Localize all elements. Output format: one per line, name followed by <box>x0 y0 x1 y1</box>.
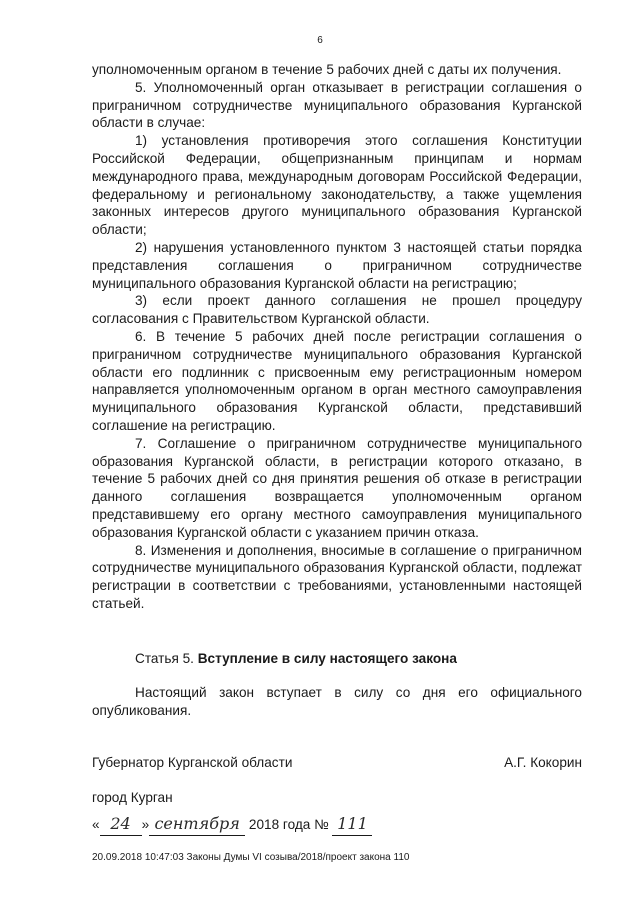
document-body <box>92 61 582 613</box>
signatory-position: Губернатор Курганской области <box>92 755 293 770</box>
handwritten-day: 24 <box>100 813 142 836</box>
final-paragraph: Настоящий закон вступает в силу со дня его официального опубликования. <box>92 685 582 718</box>
handwritten-law-number: 111 <box>332 813 372 836</box>
city-line: город Курган <box>92 790 173 805</box>
article-heading <box>135 650 457 668</box>
signature-block <box>92 754 582 772</box>
paragraph-item-7: 7. Соглашение о приграничном сотрудничестве муниципального образования Курганской области, в регистрации которого отказано, в течение 5 рабочих дней со дня принятия решения об отказе в регистрации данного соглашения возвращается уполномоченным органом представившему его органу местного самоуправления муниципального образования Курганской области с указанием причин отказа. <box>92 435 582 540</box>
document-footer: 20.09.2018 10:47:03 Законы Думы VI созыва/2018/проект закона 110 <box>92 852 410 863</box>
handwritten-month: сентября <box>149 813 245 836</box>
paragraph-item-8: 8. Изменения и дополнения, вносимые в соглашение о приграничном сотрудничестве муниципального образования Курганской области, подлежат регистрации в соответствии с требованиями, установленными настоящей статьей. <box>92 542 582 611</box>
year-text: 2018 года № <box>248 817 329 832</box>
article-number: Статья 5. <box>135 651 194 666</box>
paragraph-item-5: 5. Уполномоченный орган отказывает в регистрации соглашения о приграничном сотрудничестве муниципального образования Курганской области в случае: <box>92 79 582 131</box>
signatory-name: А.Г. Кокорин <box>504 755 582 770</box>
open-quote: « <box>92 817 100 832</box>
page-number: 6 <box>317 35 323 46</box>
date-line <box>92 813 372 836</box>
paragraph-continuation: уполномоченным органом в течение 5 рабочих дней с даты их получения. <box>92 62 562 77</box>
paragraph-subitem-2: 2) нарушения установленного пунктом 3 настоящей статьи порядка представления соглашения о приграничном сотрудничестве муниципального образования Курганской области на регистрацию; <box>92 239 582 291</box>
article-title: Вступление в силу настоящего закона <box>197 651 457 666</box>
close-quote: » <box>141 817 150 832</box>
paragraph-item-6: 6. В течение 5 рабочих дней после регистрации соглашения о приграничном сотрудничестве муниципального образования Курганской области его подлинник с присвоенным ему регистрационным номером направляется уполномоченным органом в орган местного самоуправления муниципального образования Курганской области, представивший соглашение на регистрацию. <box>92 328 582 433</box>
paragraph-subitem-1: 1) установления противоречия этого соглашения Конституции Российской Федерации, общепризнанным принципам и нормам международного права, международным договорам Российской Федерации, федеральному и региональному законодательству, а также ущемления законных интересов другого муниципального образования Курганской области; <box>92 133 582 238</box>
paragraph-subitem-3: 3) если проект данного соглашения не прошел процедуру согласования с Правительством Курганской области. <box>92 293 582 327</box>
